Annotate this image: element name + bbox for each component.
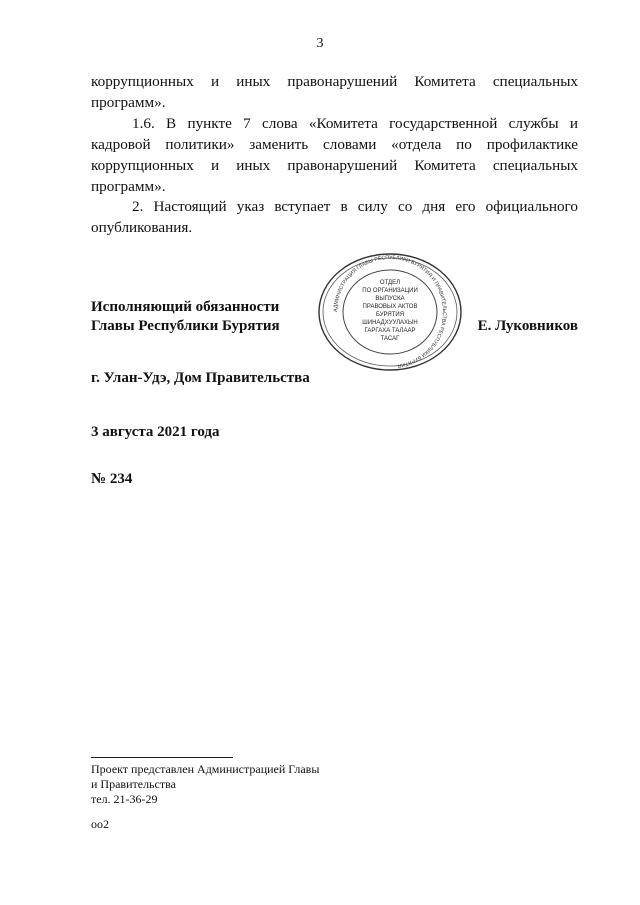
paragraph-item-1-6: 1.6. В пункте 7 слова «Комитета государственной службы и кадровой политики» заменить словами «отдела по профилактике коррупционных и иных правонарушений Комитета специальных программ». — [91, 115, 578, 195]
paragraph-item-2: 2. Настоящий указ вступает в силу со дня его официального опубликования. — [91, 198, 578, 236]
seal-line-3: ВЫПУСКА — [375, 296, 405, 302]
signing-place: г. Улан-Удэ, Дом Правительства — [91, 370, 310, 386]
body-paragraph-2 — [91, 196, 578, 238]
footnote-divider — [91, 757, 233, 758]
signatory-name: Е. Луковников — [477, 318, 578, 334]
paragraph-continuation: коррупционных и иных правонарушений Комитета специальных программ». — [91, 73, 578, 111]
document-code: оо2 — [91, 817, 109, 831]
signatory-title-line-1: Исполняющий обязанности — [91, 299, 280, 315]
document-number: № 234 — [91, 471, 133, 487]
signatory-title — [91, 298, 280, 336]
footnote — [91, 762, 319, 807]
seal-line-5: БУРЯТИЯ — [375, 312, 405, 318]
seal-line-4: ПРАВОВЫХ АКТОВ — [362, 304, 418, 310]
signing-date: 3 августа 2021 года — [91, 424, 220, 440]
footnote-line-1: Проект представлен Администрацией Главы — [91, 762, 320, 776]
seal-line-2: ПО ОРГАНИЗАЦИИ — [362, 288, 418, 294]
footnote-line-3: тел. 21-36-29 — [91, 792, 158, 806]
seal-line-8: ТАСАГ — [380, 336, 400, 342]
footnote-line-2: и Правительства — [91, 777, 176, 791]
seal-line-7: ГАРГАХА ТАЛААР — [364, 328, 416, 334]
seal-line-1: ОТДЕЛ — [379, 280, 401, 286]
body-paragraph-1 — [91, 71, 578, 197]
page-number: 3 — [316, 36, 324, 51]
official-seal — [317, 253, 463, 371]
signatory-title-line-2: Главы Республики Бурятия — [91, 318, 280, 334]
seal-line-6: ШИНАДХУУЛАХЫН — [362, 320, 418, 326]
seal-ring-text: АДМИНИСТРАЦИЯ ГЛАВЫ РЕСПУБЛИКИ БУРЯТИЯ И ПРАВИТЕЛЬСТВА РЕСПУБЛИКИ БУРЯТИЯ — [332, 254, 448, 369]
